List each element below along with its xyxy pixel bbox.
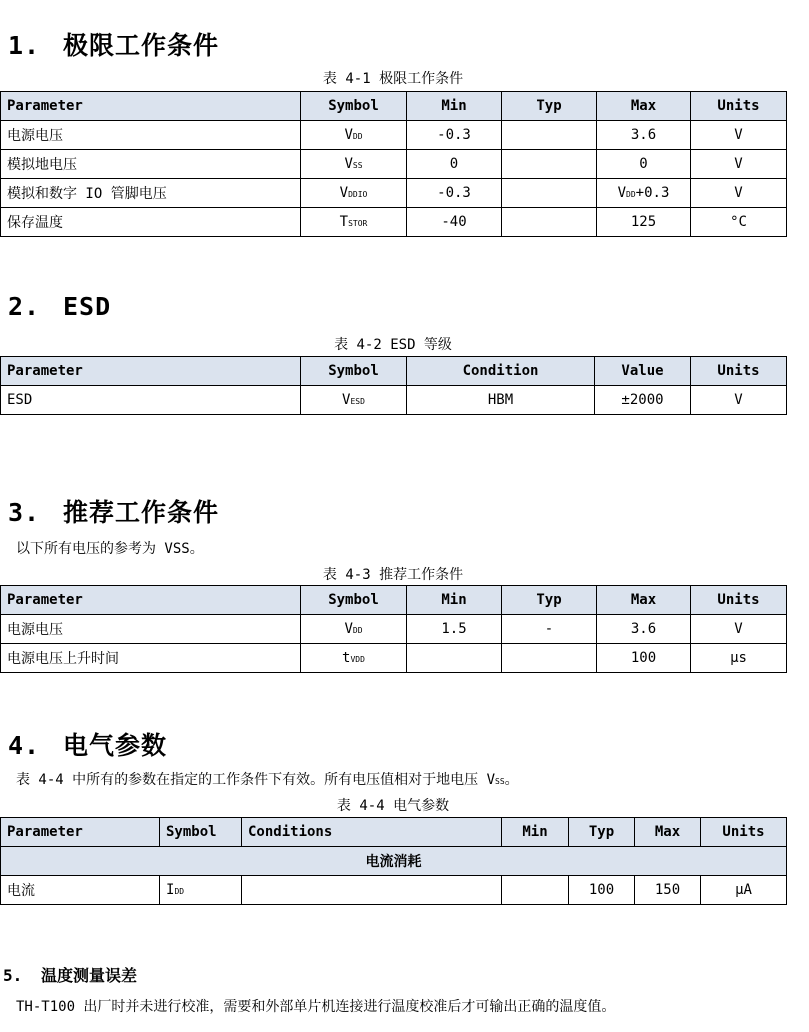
section-note: 以下所有电压的参考为 VSS。 <box>16 541 204 557</box>
symbol-cell <box>301 644 407 673</box>
group-label: 电流消耗 <box>1 847 787 876</box>
param-cell: 电流 <box>1 876 160 905</box>
symbol-cell <box>301 386 407 415</box>
column-header: Min <box>502 818 569 847</box>
condition-cell: HBM <box>407 386 595 415</box>
column-header: Max <box>597 586 691 615</box>
symbol-main: V <box>342 392 351 408</box>
units-cell: V <box>691 615 787 644</box>
table-row <box>1 386 787 415</box>
table-header-row <box>1 357 787 386</box>
symbol-cell <box>301 179 407 208</box>
min-cell: 0 <box>407 150 502 179</box>
esd-table <box>0 356 787 415</box>
section-heading-3 <box>8 493 219 529</box>
column-header: Symbol <box>301 92 407 121</box>
param-cell: 电源电压 <box>1 615 301 644</box>
units-cell: μs <box>691 644 787 673</box>
symbol-main: V <box>344 156 353 172</box>
typ-cell <box>502 150 597 179</box>
symbol-subscript: DD <box>352 626 363 635</box>
section-title: 温度测量误差 <box>41 966 138 985</box>
table-caption: 表 4-2 ESD 等级 <box>334 337 452 353</box>
column-header: Max <box>597 92 691 121</box>
table-header-row <box>1 818 787 847</box>
column-header: Typ <box>569 818 635 847</box>
symbol-subscript: DD <box>174 887 185 896</box>
section-note <box>16 769 519 789</box>
column-header: Typ <box>502 92 597 121</box>
max-cell: 150 <box>635 876 701 905</box>
symbol-main: V <box>344 621 353 637</box>
column-header: Max <box>635 818 701 847</box>
section-heading-4 <box>8 726 167 762</box>
min-cell <box>502 876 569 905</box>
param-cell: 保存温度 <box>1 208 301 237</box>
max-subscript: DD <box>626 190 636 199</box>
section-title: 极限工作条件 <box>63 31 220 60</box>
typ-cell <box>502 644 597 673</box>
symbol-main: V <box>344 127 353 143</box>
symbol-cell <box>301 121 407 150</box>
typ-cell: 100 <box>569 876 635 905</box>
column-header: Symbol <box>301 357 407 386</box>
max-cell: 3.6 <box>597 121 691 150</box>
section-number: 5. <box>3 966 23 985</box>
typ-cell <box>502 121 597 150</box>
column-header: Parameter <box>1 92 301 121</box>
column-header: Parameter <box>1 586 301 615</box>
column-header: Min <box>407 92 502 121</box>
typ-cell: - <box>502 615 597 644</box>
typ-cell <box>502 179 597 208</box>
section-number: 1. <box>8 31 41 60</box>
max-cell: 3.6 <box>597 615 691 644</box>
note-subscript: SS <box>495 777 505 786</box>
section-title: 推荐工作条件 <box>63 498 220 527</box>
min-cell: -0.3 <box>407 121 502 150</box>
table-row <box>1 208 787 237</box>
table-row <box>1 644 787 673</box>
min-cell: -40 <box>407 208 502 237</box>
section-number: 4. <box>8 731 41 760</box>
symbol-cell <box>301 615 407 644</box>
symbol-cell <box>160 876 242 905</box>
electrical-params-table <box>0 817 787 905</box>
table-row <box>1 179 787 208</box>
symbol-subscript: SS <box>352 161 363 170</box>
note-text: 表 4-4 中所有的参数在指定的工作条件下有效。所有电压值相对于地电压 V <box>16 772 495 788</box>
min-cell: 1.5 <box>407 615 502 644</box>
min-cell <box>407 644 502 673</box>
column-header: Parameter <box>1 818 160 847</box>
param-cell: 模拟和数字 IO 管脚电压 <box>1 179 301 208</box>
units-cell: V <box>691 179 787 208</box>
table-row <box>1 121 787 150</box>
column-header: Condition <box>407 357 595 386</box>
column-header: Conditions <box>242 818 502 847</box>
column-header: Symbol <box>160 818 242 847</box>
recommended-conditions-table <box>0 585 787 673</box>
symbol-subscript: DDIO <box>348 190 368 199</box>
table-row <box>1 615 787 644</box>
symbol-main: t <box>342 650 351 666</box>
section-heading-1 <box>8 26 219 62</box>
column-header: Typ <box>502 586 597 615</box>
max-cell: 100 <box>597 644 691 673</box>
symbol-main: I <box>166 882 175 898</box>
note-tail: 。 <box>504 772 519 788</box>
section-number: 2. <box>8 292 41 321</box>
section-number: 3. <box>8 498 41 527</box>
table-caption: 表 4-3 推荐工作条件 <box>322 567 464 583</box>
symbol-subscript: DD <box>352 132 363 141</box>
section-title: 电气参数 <box>63 731 168 760</box>
symbol-main: V <box>339 185 349 201</box>
section-heading-2 <box>8 292 111 321</box>
section-heading-5 <box>3 963 137 986</box>
symbol-main: T <box>339 214 349 230</box>
units-cell: °C <box>691 208 787 237</box>
table-row <box>1 150 787 179</box>
table-header-row <box>1 92 787 121</box>
param-cell: ESD <box>1 386 301 415</box>
value-cell: ±2000 <box>595 386 691 415</box>
column-header: Units <box>691 357 787 386</box>
table-row <box>1 876 787 905</box>
column-header: Value <box>595 357 691 386</box>
max-symbol: V <box>617 185 627 201</box>
column-header: Symbol <box>301 586 407 615</box>
param-cell: 模拟地电压 <box>1 150 301 179</box>
max-cell: 125 <box>597 208 691 237</box>
param-cell: 电源电压上升时间 <box>1 644 301 673</box>
symbol-subscript: ESD <box>350 397 365 406</box>
table-caption: 表 4-4 电气参数 <box>336 798 450 814</box>
units-cell: μA <box>701 876 787 905</box>
max-cell: 0 <box>597 150 691 179</box>
symbol-subscript: VDD <box>350 655 365 664</box>
absolute-max-table <box>0 91 787 237</box>
column-header: Units <box>701 818 787 847</box>
max-offset: +0.3 <box>635 185 670 201</box>
max-cell <box>597 179 691 208</box>
section-paragraph: TH-T100 出厂时并未进行校准，需要和外部单片机连接进行温度校准后才可输出正确的温度值。 <box>16 999 616 1015</box>
min-cell: -0.3 <box>407 179 502 208</box>
units-cell: V <box>691 121 787 150</box>
column-header: Parameter <box>1 357 301 386</box>
param-cell: 电源电压 <box>1 121 301 150</box>
column-header: Min <box>407 586 502 615</box>
table-header-row <box>1 586 787 615</box>
column-header: Units <box>691 92 787 121</box>
group-row <box>1 847 787 876</box>
column-header: Units <box>691 586 787 615</box>
symbol-subscript: STOR <box>348 219 368 228</box>
symbol-cell <box>301 150 407 179</box>
units-cell: V <box>691 386 787 415</box>
symbol-cell <box>301 208 407 237</box>
section-title: ESD <box>63 292 112 321</box>
condition-cell <box>242 876 502 905</box>
units-cell: V <box>691 150 787 179</box>
typ-cell <box>502 208 597 237</box>
table-caption: 表 4-1 极限工作条件 <box>322 71 464 87</box>
